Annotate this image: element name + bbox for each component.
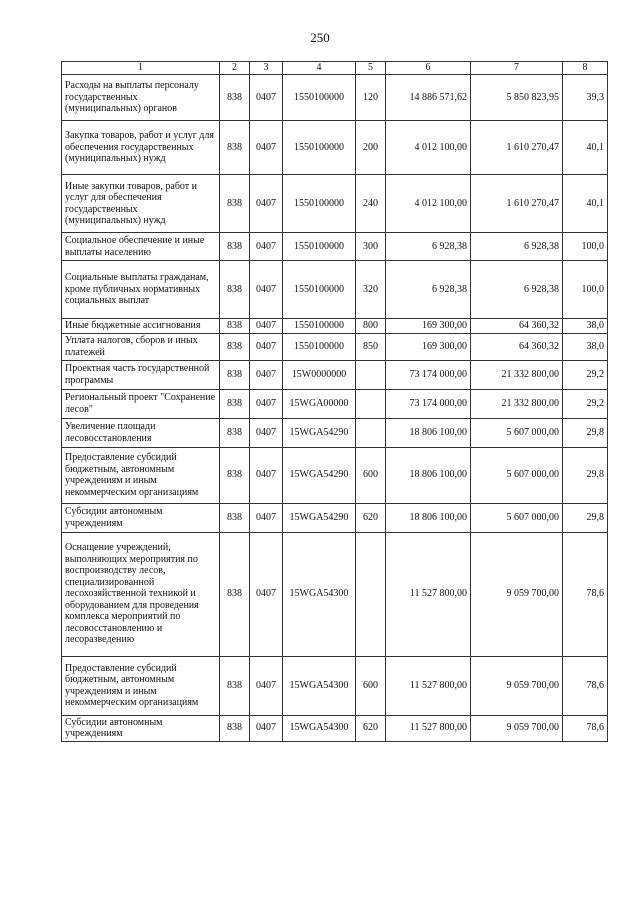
row-name-cell: Расходы на выплаты персоналу государственных (муниципальных) органов — [62, 75, 220, 121]
code-cell: 838 — [220, 175, 250, 233]
planned-amount-cell: 6 928,38 — [386, 233, 471, 261]
percent-cell: 78,6 — [563, 656, 608, 715]
expense-type-cell: 600 — [356, 656, 386, 715]
planned-amount-cell: 4 012 100,00 — [386, 121, 471, 175]
planned-amount-cell: 169 300,00 — [386, 319, 471, 334]
percent-cell: 78,6 — [563, 532, 608, 656]
table-row — [62, 121, 608, 175]
section-cell: 0407 — [250, 715, 283, 741]
target-article-cell: 15WGA54300 — [283, 715, 356, 741]
percent-cell: 38,0 — [563, 333, 608, 360]
code-cell: 838 — [220, 418, 250, 447]
percent-cell: 100,0 — [563, 233, 608, 261]
target-article-cell: 1550100000 — [283, 121, 356, 175]
code-cell: 838 — [220, 75, 250, 121]
target-article-cell: 1550100000 — [283, 261, 356, 319]
target-article-cell: 15WGA54300 — [283, 656, 356, 715]
row-name-cell: Закупка товаров, работ и услуг для обеспечения государственных (муниципальных) нужд — [62, 121, 220, 175]
row-name-cell: Предоставление субсидий бюджетным, автономным учреждениям и иным некоммерческим организациям — [62, 656, 220, 715]
table-row — [62, 261, 608, 319]
table-row — [62, 656, 608, 715]
target-article-cell: 15WGA00000 — [283, 389, 356, 418]
executed-amount-cell: 9 059 700,00 — [471, 532, 563, 656]
column-header: 1 — [62, 62, 220, 75]
executed-amount-cell: 64 360,32 — [471, 333, 563, 360]
row-name-cell: Оснащение учреждений, выполняющих мероприятия по воспроизводству лесов, специализированной лесохозяйственной техникой и оборудованием для проведения комплекса мероприятий по лесовосстановлению и лесоразведению — [62, 532, 220, 656]
header-row — [62, 62, 608, 75]
row-name-cell: Субсидии автономным учреждениям — [62, 715, 220, 741]
target-article-cell: 15WGA54300 — [283, 532, 356, 656]
executed-amount-cell: 64 360,32 — [471, 319, 563, 334]
code-cell: 838 — [220, 389, 250, 418]
column-header: 2 — [220, 62, 250, 75]
section-cell: 0407 — [250, 360, 283, 389]
target-article-cell: 1550100000 — [283, 319, 356, 334]
percent-cell: 29,8 — [563, 447, 608, 503]
section-cell: 0407 — [250, 333, 283, 360]
expense-type-cell: 620 — [356, 503, 386, 532]
executed-amount-cell: 5 607 000,00 — [471, 503, 563, 532]
row-name-cell: Иные закупки товаров, работ и услуг для обеспечения государственных (муниципальных) нужд — [62, 175, 220, 233]
table-row — [62, 447, 608, 503]
executed-amount-cell: 5 607 000,00 — [471, 418, 563, 447]
expense-type-cell: 600 — [356, 447, 386, 503]
expense-type-cell — [356, 418, 386, 447]
percent-cell: 29,2 — [563, 360, 608, 389]
code-cell: 838 — [220, 715, 250, 741]
percent-cell: 29,2 — [563, 389, 608, 418]
target-article-cell: 1550100000 — [283, 333, 356, 360]
expense-type-cell: 620 — [356, 715, 386, 741]
executed-amount-cell: 9 059 700,00 — [471, 656, 563, 715]
table-row — [62, 503, 608, 532]
section-cell: 0407 — [250, 319, 283, 334]
executed-amount-cell: 6 928,38 — [471, 233, 563, 261]
column-header: 7 — [471, 62, 563, 75]
planned-amount-cell: 11 527 800,00 — [386, 715, 471, 741]
expense-type-cell — [356, 360, 386, 389]
executed-amount-cell: 21 332 800,00 — [471, 389, 563, 418]
target-article-cell: 15WGA54290 — [283, 418, 356, 447]
table-row — [62, 532, 608, 656]
budget-table — [61, 61, 608, 742]
percent-cell: 40,1 — [563, 175, 608, 233]
code-cell: 838 — [220, 532, 250, 656]
planned-amount-cell: 11 527 800,00 — [386, 532, 471, 656]
expense-type-cell: 200 — [356, 121, 386, 175]
planned-amount-cell: 4 012 100,00 — [386, 175, 471, 233]
code-cell: 838 — [220, 261, 250, 319]
percent-cell: 40,1 — [563, 121, 608, 175]
target-article-cell: 1550100000 — [283, 75, 356, 121]
row-name-cell: Проектная часть государственной программы — [62, 360, 220, 389]
row-name-cell: Предоставление субсидий бюджетным, автономным учреждениям и иным некоммерческим организациям — [62, 447, 220, 503]
column-header: 8 — [563, 62, 608, 75]
row-name-cell: Социальное обеспечение и иные выплаты населению — [62, 233, 220, 261]
column-header: 5 — [356, 62, 386, 75]
table-row — [62, 389, 608, 418]
expense-type-cell: 300 — [356, 233, 386, 261]
percent-cell: 38,0 — [563, 319, 608, 334]
column-header: 3 — [250, 62, 283, 75]
planned-amount-cell: 73 174 000,00 — [386, 360, 471, 389]
section-cell: 0407 — [250, 75, 283, 121]
code-cell: 838 — [220, 656, 250, 715]
executed-amount-cell: 9 059 700,00 — [471, 715, 563, 741]
executed-amount-cell: 1 610 270,47 — [471, 121, 563, 175]
executed-amount-cell: 21 332 800,00 — [471, 360, 563, 389]
target-article-cell: 1550100000 — [283, 175, 356, 233]
row-name-cell: Социальные выплаты гражданам, кроме публичных нормативных социальных выплат — [62, 261, 220, 319]
code-cell: 838 — [220, 447, 250, 503]
code-cell: 838 — [220, 121, 250, 175]
percent-cell: 29,8 — [563, 418, 608, 447]
expense-type-cell: 850 — [356, 333, 386, 360]
section-cell: 0407 — [250, 175, 283, 233]
percent-cell: 78,6 — [563, 715, 608, 741]
row-name-cell: Региональный проект "Сохранение лесов" — [62, 389, 220, 418]
executed-amount-cell: 1 610 270,47 — [471, 175, 563, 233]
table-row — [62, 333, 608, 360]
table-row — [62, 175, 608, 233]
page-number: 250 — [310, 30, 330, 45]
planned-amount-cell: 6 928,38 — [386, 261, 471, 319]
row-name-cell: Увеличение площади лесовосстановления — [62, 418, 220, 447]
executed-amount-cell: 6 928,38 — [471, 261, 563, 319]
section-cell: 0407 — [250, 532, 283, 656]
table-row — [62, 233, 608, 261]
row-name-cell: Субсидии автономным учреждениям — [62, 503, 220, 532]
executed-amount-cell: 5 850 823,95 — [471, 75, 563, 121]
expense-type-cell: 120 — [356, 75, 386, 121]
section-cell: 0407 — [250, 121, 283, 175]
column-header: 6 — [386, 62, 471, 75]
target-article-cell: 1550100000 — [283, 233, 356, 261]
section-cell: 0407 — [250, 418, 283, 447]
percent-cell: 100,0 — [563, 261, 608, 319]
code-cell: 838 — [220, 233, 250, 261]
section-cell: 0407 — [250, 261, 283, 319]
planned-amount-cell: 18 806 100,00 — [386, 418, 471, 447]
section-cell: 0407 — [250, 656, 283, 715]
planned-amount-cell: 169 300,00 — [386, 333, 471, 360]
code-cell: 838 — [220, 360, 250, 389]
table-row — [62, 418, 608, 447]
code-cell: 838 — [220, 503, 250, 532]
planned-amount-cell: 14 886 571,62 — [386, 75, 471, 121]
target-article-cell: 15WGA54290 — [283, 447, 356, 503]
column-header: 4 — [283, 62, 356, 75]
table-row — [62, 360, 608, 389]
planned-amount-cell: 18 806 100,00 — [386, 503, 471, 532]
percent-cell: 39,3 — [563, 75, 608, 121]
section-cell: 0407 — [250, 503, 283, 532]
table-row — [62, 319, 608, 334]
expense-type-cell: 320 — [356, 261, 386, 319]
executed-amount-cell: 5 607 000,00 — [471, 447, 563, 503]
expense-type-cell: 800 — [356, 319, 386, 334]
table-row — [62, 715, 608, 741]
planned-amount-cell: 73 174 000,00 — [386, 389, 471, 418]
code-cell: 838 — [220, 333, 250, 360]
expense-type-cell — [356, 389, 386, 418]
planned-amount-cell: 11 527 800,00 — [386, 656, 471, 715]
target-article-cell: 15WGA54290 — [283, 503, 356, 532]
planned-amount-cell: 18 806 100,00 — [386, 447, 471, 503]
section-cell: 0407 — [250, 389, 283, 418]
section-cell: 0407 — [250, 233, 283, 261]
expense-type-cell: 240 — [356, 175, 386, 233]
expense-type-cell — [356, 532, 386, 656]
section-cell: 0407 — [250, 447, 283, 503]
row-name-cell: Уплата налогов, сборов и иных платежей — [62, 333, 220, 360]
code-cell: 838 — [220, 319, 250, 334]
target-article-cell: 15W0000000 — [283, 360, 356, 389]
row-name-cell: Иные бюджетные ассигнования — [62, 319, 220, 334]
table-row — [62, 75, 608, 121]
percent-cell: 29,8 — [563, 503, 608, 532]
